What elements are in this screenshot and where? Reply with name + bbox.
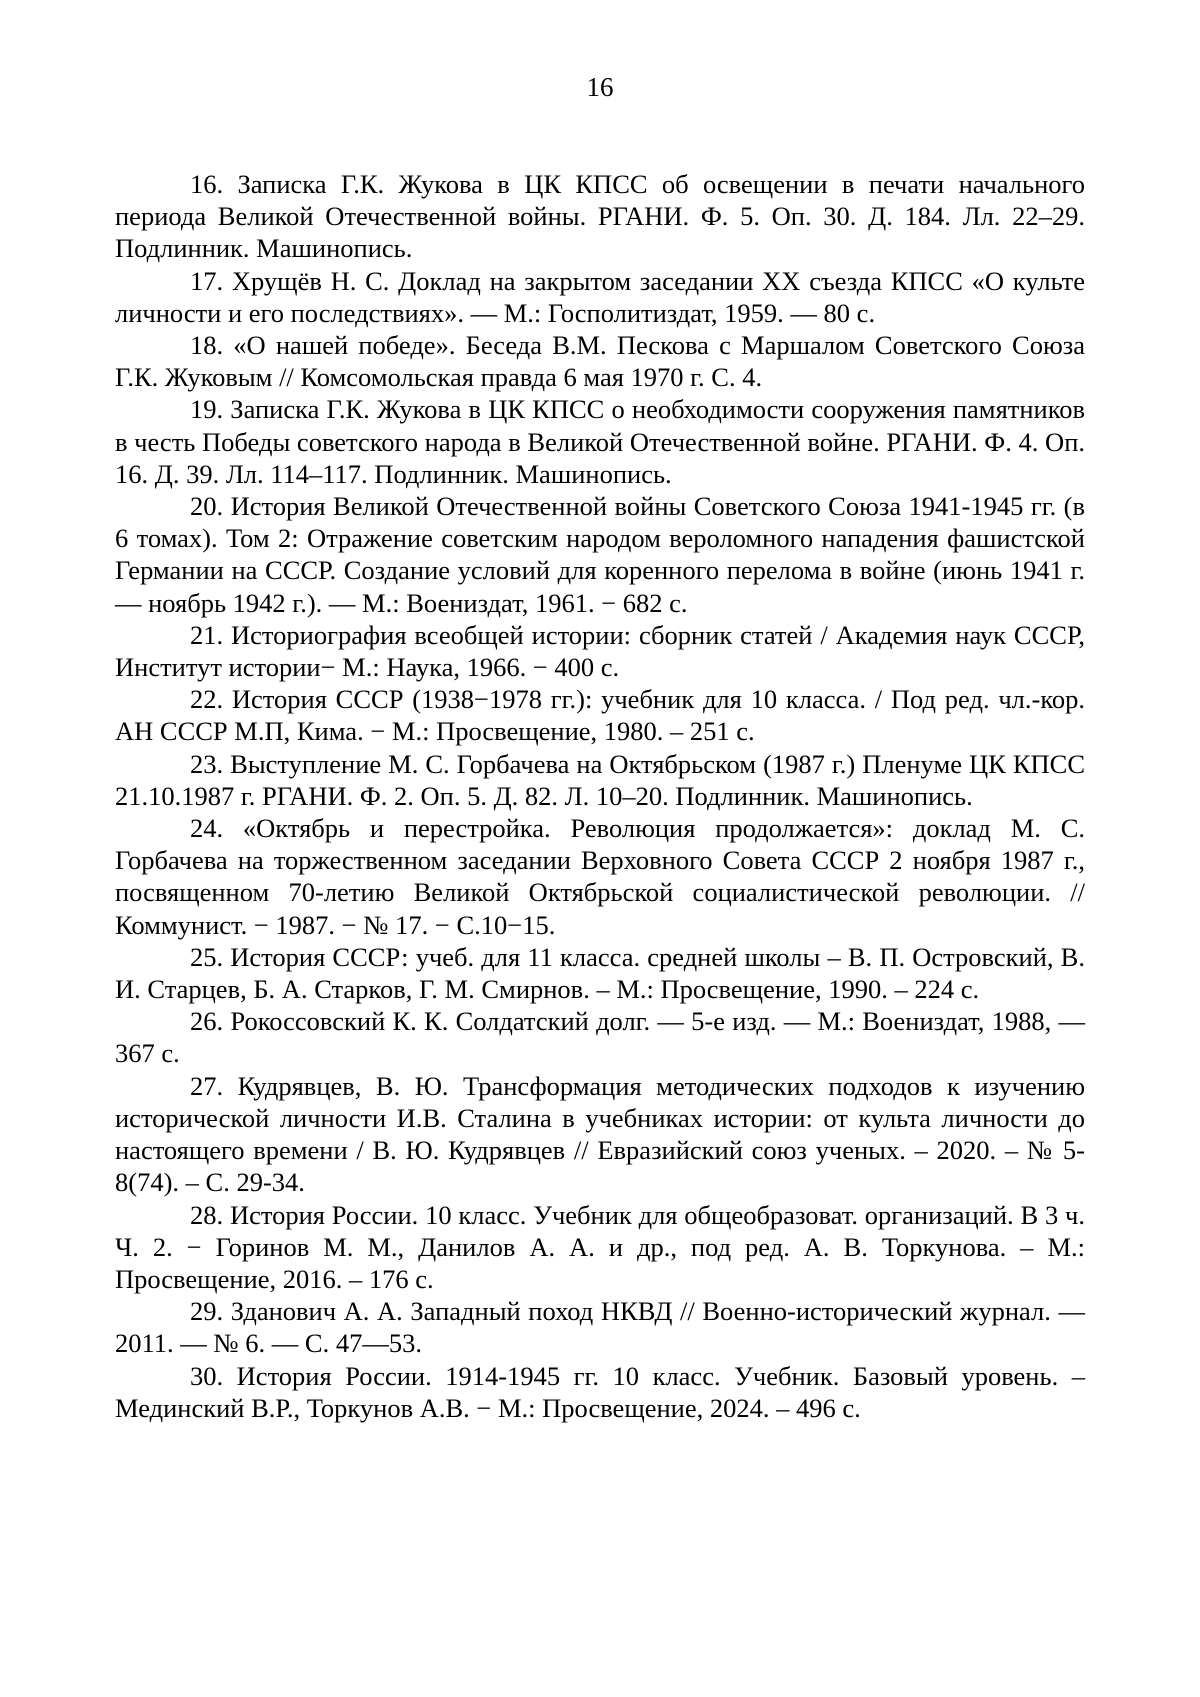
reference-item-21: 21. Историография всеобщей истории: сборник статей / Академия наук СССР, Институт истории− М.: Наука, 1966. − 400 с. [115, 619, 1085, 683]
reference-list [115, 168, 1085, 1424]
reference-item-20: 20. История Великой Отечественной войны Советского Союза 1941-1945 гг. (в 6 томах). Том 2: Отражение советским народом вероломного нападения фашистской Германии на СССР. Создание условий для коренного перелома в войне (июнь 1941 г. — ноябрь 1942 г.). — М.: Воениздат, 1961. − 682 с. [115, 491, 1085, 618]
reference-item-27: 27. Кудрявцев, В. Ю. Трансформация методических подходов к изучению исторической личности И.В. Сталина в учебниках истории: от культа личности до настоящего времени / В. Ю. Кудрявцев // Евразийский союз ученых. – 2020. – № 5-8(74). – С. 29-34. [115, 1070, 1085, 1198]
reference-item-19: 19. Записка Г.К. Жукова в ЦК КПСС о необходимости сооружения памятников в честь Победы советского народа в Великой Отечественной войне. РГАНИ. Ф. 4. Оп. 16. Д. 39. Лл. 114–117. Подлинник. Машинопись. [115, 394, 1085, 489]
reference-item-23: 23. Выступление М. С. Горбачева на Октябрьском (1987 г.) Пленуме ЦК КПСС 21.10.1987 г. РГАНИ. Ф. 2. Оп. 5. Д. 82. Л. 10–20. Подлинник. Машинопись. [115, 748, 1085, 811]
reference-item-29: 29. Зданович А. А. Западный поход НКВД // Военно-исторический журнал. — 2011. — № 6. — С. 47—53. [115, 1296, 1085, 1359]
reference-item-30: 30. История России. 1914-1945 гг. 10 класс. Учебник. Базовый уровень. – Мединский В.Р., Торкунов А.В. − М.: Просвещение, 2024. – 496 с. [115, 1360, 1085, 1423]
page-number: 16 [586, 72, 614, 102]
reference-item-26: 26. Рокоссовский К. К. Солдатский долг. — 5-е изд. — М.: Воениздат, 1988, — 367 с. [115, 1006, 1085, 1069]
reference-item-18: 18. «О нашей победе». Беседа В.М. Пескова с Маршалом Советского Союза Г.К. Жуковым // Комсомольская правда 6 мая 1970 г. С. 4. [115, 330, 1085, 393]
reference-item-16: 16. Записка Г.К. Жукова в ЦК КПСС об освещении в печати начального периода Великой Отечественной войны. РГАНИ. Ф. 5. Оп. 30. Д. 184. Лл. 22–29. Подлинник. Машинопись. [115, 169, 1085, 264]
reference-item-24: 24. «Октябрь и перестройка. Революция продолжается»: доклад М. С. Горбачева на торжественном заседании Верховного Совета СССР 2 ноября 1987 г., посвященном 70-летию Великой Октябрьской социалистической революции. // Коммунист. − 1987. − № 17. − С.10−15. [115, 813, 1085, 940]
reference-item-17: 17. Хрущёв Н. С. Доклад на закрытом заседании XX съезда КПСС «О культе личности и его последствиях». — М.: Госполитиздат, 1959. — 80 с. [115, 265, 1085, 328]
reference-item-25: 25. История СССР: учеб. для 11 класса. средней школы – В. П. Островский, В. И. Старцев, Б. А. Старков, Г. М. Смирнов. – М.: Просвещение, 1990. – 224 с. [115, 941, 1085, 1005]
reference-item-22: 22. История СССР (1938−1978 гг.): учебник для 10 класса. / Под ред. чл.-кор. АН СССР М.П, Кима. − М.: Просвещение, 1980. – 251 с. [115, 684, 1085, 747]
reference-item-28: 28. История России. 10 класс. Учебник для общеобразоват. организаций. В 3 ч. Ч. 2. − Горинов М. М., Данилов А. А. и др., под ред. А. В. Торкунова. – М.: Просвещение, 2016. – 176 с. [115, 1199, 1085, 1294]
